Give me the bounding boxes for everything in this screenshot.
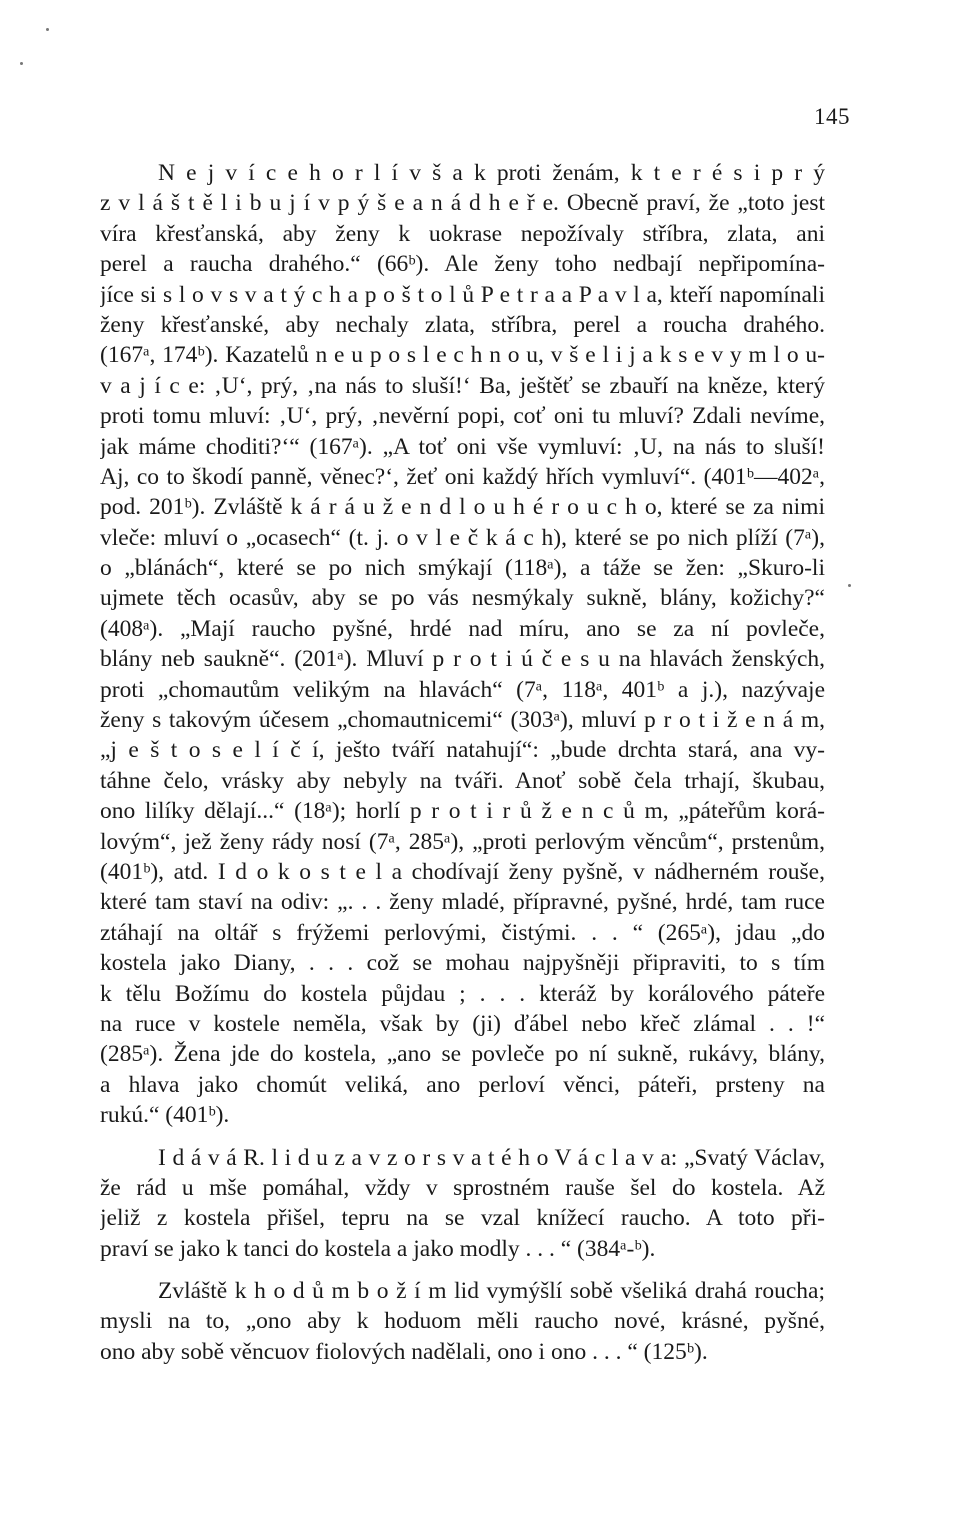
text-line: pod. 201ᵇ). Zvláště k á r á u ž e n d l o u h é r o u c h o, které se za nimi: [100, 494, 825, 521]
speck-mark: [848, 584, 851, 587]
text-line: a hlava jako chomút veliká, ano perloví věnci, páteři, prsteny na: [100, 1071, 825, 1098]
text-line: kostela jako Diany, . . . což se mohau najpyšněji připraviti, to s tím: [100, 950, 825, 977]
text-line: k tělu Božímu do kostela půjdau ; . . . kteráž by korálového páteře: [100, 980, 825, 1007]
text-line: ženy křesťanské, aby nechaly zlata, stříbra, perel a roucha drahého.: [100, 311, 825, 338]
text-line: jak máme choditi?‘“ (167ᵃ). „A toť oni vše vymluví: ‚U, na nás to sluší!: [100, 433, 825, 460]
paragraph: [100, 1276, 825, 1367]
text-line: Zvláště k h o d ů m b o ž í m lid vymýšlí sobě všeliká drahá roucha;: [158, 1278, 825, 1305]
text-line: jeliž z kostela přišel, tepru na se vzal knížecí raucho. A toto při-: [100, 1205, 825, 1232]
text-line: blány neb saukně“. (201ᵃ). Mluví p r o t i ú č e s u na hlavách ženských,: [100, 646, 825, 673]
paragraph-gap: [100, 1131, 825, 1143]
text-line: lovým“, jež ženy rády nosí (7ᵃ, 285ᵃ), „proti perlovým věncům“, prstenům,: [100, 828, 825, 855]
text-line: v a j í c e: ‚U‘, prý, ‚na nás to sluší!‘ Ba, ještěť se zbauří na kněze, který: [100, 372, 825, 399]
text-line: I d á v á R. l i d u z a v z o r s v a t é h o V á c l a v a: „Svatý Václav,: [158, 1144, 825, 1171]
paragraph: [100, 1143, 825, 1265]
text-line: na ruce v kostele neměla, však by (ji) ďábel nebo křeč zlámal . . !“: [100, 1010, 825, 1037]
body-text: [100, 158, 825, 1367]
text-line: N e j v í c e h o r l í v š a k proti ženám, k t e r é s i p r ý: [158, 160, 825, 186]
paragraph-gap: [100, 1264, 825, 1276]
text-line: ono lilíky dělají...“ (18ᵃ); horlí p r o t i r ů ž e n c ů m, „páteřům korá-: [100, 798, 825, 825]
text-line: ono aby sobě věncuov fiolových nadělali, ono i ono . . . “ (125ᵇ).: [100, 1338, 708, 1365]
text-line: vleče: mluví o „ocasech“ (t. j. o v l e č k á c h), které se po nich plíží (7ᵃ),: [100, 524, 825, 551]
text-line: víra křesťanská, aby ženy k uokrase nepožívaly stříbra, zlata, ani: [100, 220, 825, 247]
text-line: (401ᵇ), atd. I d o k o s t e l a chodívají ženy pyšně, v nádherném rouše,: [100, 858, 825, 885]
speck-mark: [20, 62, 23, 65]
text-line: (167ᵃ, 174ᵇ). Kazatelů n e u p o s l e c h n o u, v š e l i j a k s e v y m l o u-: [100, 342, 825, 369]
page-number: 145: [814, 104, 850, 129]
text-line: Aj, co to škodí panně, věnec?‘, žeť oni každý hřích vymluví“. (401ᵇ—402ᵃ,: [100, 463, 825, 490]
text-line: mysli na to, „ono aby k hoduom měli raucho nové, krásné, pyšné,: [100, 1308, 825, 1335]
text-line: perel a raucha drahého.“ (66ᵇ). Ale ženy toho nedbají nepřipomína-: [100, 251, 825, 278]
text-line: proti tomu mluví: ‚U‘, prý, ‚nevěrní popi, coť oni tu mluví? Zdali nevíme,: [100, 403, 825, 430]
text-line: rukú.“ (401ᵇ).: [100, 1102, 230, 1129]
text-line: ztáhají na oltář s frýžemi perlovými, čistými. . . “ (265ᵃ), jdau „do: [100, 919, 825, 946]
text-line: proti „chomautům velikým na hlavách“ (7ᵃ, 118ᵃ, 401ᵇ a j.), nazývaje: [100, 676, 825, 703]
text-line: (408ᵃ). „Mají raucho pyšné, hrdé nad míru, ano se za ní povleče,: [100, 615, 825, 642]
text-line: (285ᵃ). Žena jde do kostela, „ano se povleče po ní sukně, rukávy, blány,: [100, 1041, 825, 1068]
text-line: které tam staví na odiv: „. . . ženy mladé, přípravné, pyšné, hrdé, tam ruce: [100, 889, 825, 916]
text-line: že rád u mše pomáhal, vždy v sprostném rauše šel do kostela. Až: [100, 1174, 825, 1201]
text-line: ženy s takovým účesem „chomautnicemi“ (303ᵃ), mluví p r o t i ž e n á m,: [100, 707, 825, 734]
text-line: jíce si s l o v s v a t ý c h a p o š t o l ů P e t r a a P a v l a, kteří napomínali: [100, 281, 825, 308]
text-line: z v l á š t ě l i b u j í v p ý š e a n á d h e ř e. Obecně praví, že „toto jest: [100, 190, 825, 217]
paragraph: [100, 158, 825, 1131]
text-line: ujmete těch ocasův, aby se po vás nesmýkaly sukně, blány, kožichy?“: [100, 585, 825, 612]
text-line: „j e š t o s e l í č í, ješto tváří natahují“: „bude drchta stará, ana vy-: [100, 737, 825, 764]
text-line: o „blánách“, které se po nich smýkají (118ᵃ), a táže se žen: „Skuro-li: [100, 555, 825, 582]
text-line: praví se jako k tanci do kostela a jako modly . . . “ (384ᵃ-ᵇ).: [100, 1235, 656, 1262]
speck-mark: [46, 28, 49, 31]
text-line: táhne čelo, vrásky aby nebyly na tváři. Anoť sobě čela trhají, škubau,: [100, 767, 825, 794]
